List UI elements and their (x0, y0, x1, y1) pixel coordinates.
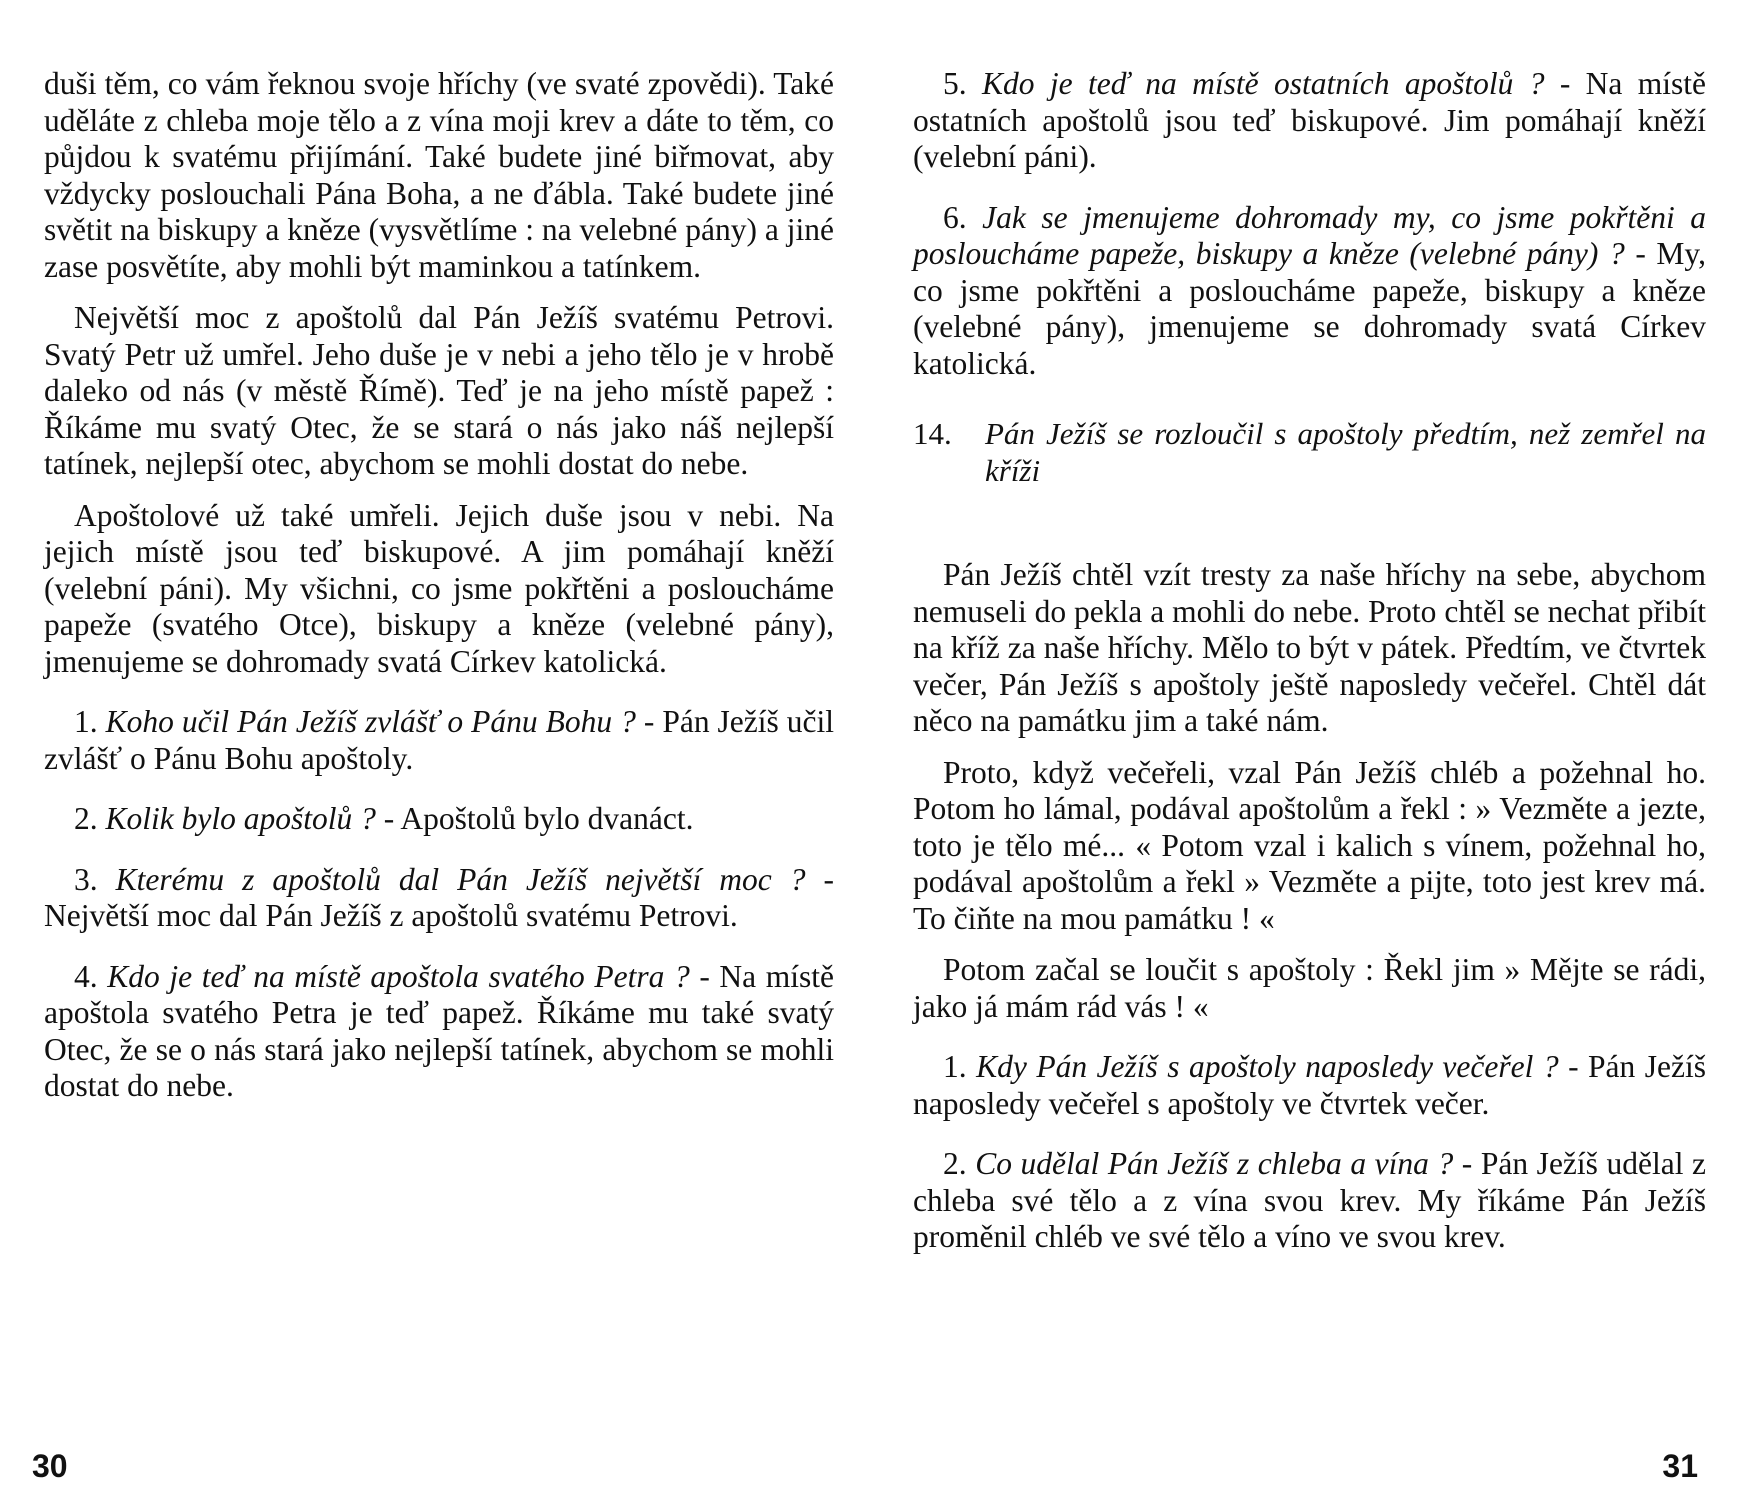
answer-text: - Na místě apoštola svatého Petra je teď papež. Říkáme mu také svatý Otec, že se o nás stará jako nejlepší tatínek, abychom se mohli dostat do nebe. (44, 958, 834, 1103)
question-text: Koho učil Pán Ježíš zvlášť o Pánu Bohu ? (105, 704, 636, 739)
answer-text: - Pán Ježíš naposledy večeřel s apoštoly ve čtvrtek večer. (913, 1049, 1706, 1121)
answer-text: - Největší moc dal Pán Ježíš z apoštolů svatému Petrovi. (44, 861, 835, 933)
question-text: Kolik bylo apoštolů ? (105, 801, 376, 836)
question-answer-6 (913, 200, 1706, 383)
paragraph: Potom začal se loučit s apoštoly : Řekl jim » Mějte se rádi, jako já mám rád vás ! « (913, 952, 1706, 1024)
chapter-number: 14. (913, 416, 952, 451)
question-text: Kterému z apoštolů dal Pán Ježíš největší moc ? (115, 861, 806, 897)
answer-text: - Na místě ostatních apoštolů jsou teď biskupové. Jim pomáhají kněží (velební páni). (913, 66, 1707, 174)
question-answer-4 (44, 959, 834, 1105)
question-number: 1. (943, 1049, 967, 1084)
paragraph: Apoštolové už také umřeli. Jejich duše jsou v nebi. Na jejich místě jsou teď biskupové. A jim pomáhají kněží (velební páni). My všichni, co jsme pokřtěni a posloucháme papeže (svatého Otce), biskupy a kněze (velebné pány), jmenujeme se dohromady svatá Církev katolická. (44, 497, 834, 679)
question-text: Kdy Pán Ježíš s apoštoly naposledy večeřel ? (976, 1049, 1559, 1084)
question-answer-1 (913, 1049, 1706, 1122)
question-number: 2. (74, 801, 98, 836)
question-answer-1 (44, 704, 834, 777)
answer-text: - Pán Ježíš učil zvlášť o Pánu Bohu apoštoly. (44, 704, 834, 776)
question-answer-3 (44, 862, 834, 935)
question-number: 4. (74, 958, 98, 994)
question-number: 5. (943, 66, 967, 101)
right-page (869, 0, 1738, 1500)
question-number: 6. (943, 199, 967, 235)
question-text: Kdo je teď na místě apoštola svatého Petra ? (107, 958, 690, 994)
answer-text: - Pán Ježíš udělal z chleba své tělo a z vína svou krev. My říkáme Pán Ježíš proměnil chléb ve své tělo a víno ve svou krev. (913, 1146, 1707, 1254)
paragraph: Pán Ježíš chtěl vzít tresty za naše hříchy na sebe, abychom nemuseli do pekla a mohli do nebe. Proto chtěl se nechat přibít na kříž za naše hříchy. Mělo to být v pátek. Předtím, ve čtvrtek večer, Pán Ježíš s apoštoly ještě naposledy večeřel. Chtěl dát něco na památku jim a také nám. (913, 557, 1706, 738)
right-text-column (913, 66, 1706, 1271)
question-text: Jak se jmenujeme dohromady my, co jsme pokřtěni a posloucháme papeže, biskupy a kněze (velebné pány) ? (913, 199, 1707, 271)
paragraph: Největší moc z apoštolů dal Pán Ježíš svatému Petrovi. Svatý Petr už umřel. Jeho duše je v nebi a jeho tělo je v hrobě daleko od nás (v městě Římě). Teď je na jeho místě papež : Říkáme mu svatý Otec, že se stará o nás jako náš nejlepší tatínek, nejlepší otec, abychom se mohli dostat do nebe. (44, 300, 834, 481)
paragraph: duši těm, co vám řeknou svoje hříchy (ve svaté zpovědi). Také uděláte z chleba moje tělo a z vína moji krev a dáte to těm, co půjdou k svatému přijímání. Také budete jiné biřmovat, aby vždycky poslouchali Pána Boha, a ne ďábla. Také budete jiné světit na biskupy a kněze (vysvětlíme : na velebné pány) a jiné zase posvětíte, aby mohli být maminkou a tatínkem. (44, 66, 834, 284)
page-number: 30 (32, 1448, 68, 1484)
question-number: 1. (74, 704, 98, 739)
question-number: 3. (74, 861, 98, 897)
chapter-title: Pán Ježíš se rozloučil s apoštoly předtím, než zemřel na kříži (985, 416, 1706, 488)
left-text-column (44, 66, 834, 1120)
question-number: 2. (943, 1146, 967, 1181)
chapter-heading (913, 416, 1706, 489)
answer-text: - My, co jsme pokřtěni a posloucháme papeže, biskupy a kněze (velebné pány), jmenujeme se dohromady svatá Církev katolická. (913, 236, 1707, 381)
paragraph: Proto, když večeřeli, vzal Pán Ježíš chléb a požehnal ho. Potom ho lámal, podával apoštolům a řekl : » Vezměte a jezte, toto je tělo mé... « Potom vzal i kalich s vínem, požehnal ho, podával apoštolům a řekl » Vezměte a pijte, toto jest krev má. To čiňte na mou památku ! « (913, 754, 1706, 936)
question-text: Kdo je teď na místě ostatních apoštolů ? (982, 66, 1545, 101)
question-text: Co udělal Pán Ježíš z chleba a vína ? (975, 1146, 1454, 1181)
answer-text: - Apoštolů bylo dvanáct. (383, 801, 694, 836)
page-number: 31 (1662, 1448, 1698, 1484)
question-answer-2 (44, 801, 834, 838)
question-answer-2 (913, 1146, 1706, 1256)
question-answer-5 (913, 66, 1706, 176)
